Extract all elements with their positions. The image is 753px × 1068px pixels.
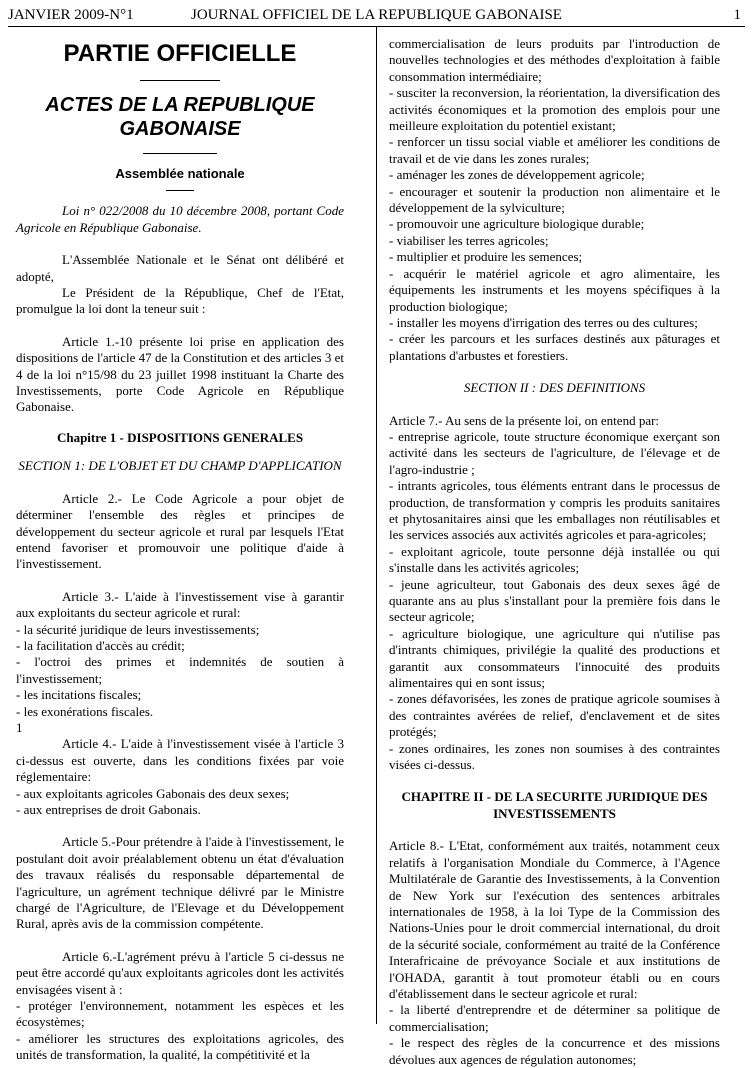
chapter-2-heading: CHAPITRE II - DE LA SECURITE JURIDIQUE DES INVESTISSEMENTS: [401, 789, 708, 821]
definition-item: - zones défavorisées, les zones de pratique agricole soumises à des contraintes avérées de relief, d'enclavement et de sites protégés;: [389, 691, 720, 740]
list-item: - aux entreprises de droit Gabonais.: [16, 802, 201, 817]
list-item: - renforcer un tissu social viable et améliorer les conditions de travail et de vie dans les zones rurales;: [389, 134, 720, 166]
list-item: - multiplier et produire les semences;: [389, 249, 583, 265]
list-item: - les exonérations fiscales.: [16, 703, 154, 719]
definition-item: - agriculture biologique, une agriculture qui n'utilise pas d'intrants chimiques, privilégie la qualité des productions et garantit aux consommateurs l'innocuité des produits alimentaires qui en sont issus;: [389, 625, 720, 691]
list-item: - la sécurité juridique de leurs investissements;: [16, 621, 260, 637]
article-2: Article 2.- Le Code Agricole a pour objet de déterminer l'ensemble des règles et principes de développement du secteur agricole et rural par lesquels l'Etat entend favoriser et promouvoir une politique d'aide à l'investissement.: [16, 490, 344, 572]
article-1: Article 1.-10 présente loi prise en application des dispositions de l'article 47 de la Constitution et des articles 3 et 4 de la loi n°15/98 du 23 juillet 1998 instituant la Charte des Investissements, porte Code Agricole en République Gabonaise.: [16, 333, 344, 415]
right-column: [389, 36, 720, 1068]
list-item: - viabiliser les terres agricoles;: [389, 232, 549, 248]
definition-item: - intrants agricoles, tous éléments entrant dans le processus de production, de transformation y compris les produits sanitaires et phytosanitaires ainsi que les emballages non réutilisables et les services associés aux activités agricoles et para-agricoles;: [389, 478, 720, 543]
list-item: - l'octroi des primes et indemnités de soutien à l'investissement;: [16, 654, 344, 686]
list-item: - les incitations fiscales;: [16, 687, 142, 703]
list-item: - créer les parcours et les surfaces destinés aux pâturages et plantations d'arbustes et forestiers.: [389, 331, 720, 363]
section-1-heading: SECTION 1: DE L'OBJET ET DU CHAMP D'APPLICATION: [18, 458, 342, 474]
issue-label: JANVIER 2009-N°1: [8, 7, 134, 23]
page-number: 1: [733, 7, 741, 23]
list-item: - aménager les zones de développement agricole;: [389, 167, 645, 183]
left-column: [16, 40, 344, 1064]
definition-item: - zones ordinaires, les zones non soumises à des contraintes visées ci-dessus.: [389, 740, 720, 773]
list-item: - acquérir le matériel agricole et agro alimentaire, les équipements les instruments et les moyens spécifiques à la production biologique;: [389, 265, 720, 314]
assembly-heading: Assemblée nationale: [115, 166, 245, 181]
list-item: commercialisation de leurs produits par l'introduction de nouvelles technologies et des méthodes d'exploitation à faible consommation intermédiaire;: [389, 36, 720, 84]
section-2-heading: SECTION II : DES DEFINITIONS: [463, 380, 646, 396]
article-6-intro: Article 6.-L'agrément prévu à l'article 5 ci-dessus ne peut être accordé qu'aux exploitants agricoles dont les activités envisagées visent à :: [16, 948, 344, 997]
article-7-intro: Article 7.- Au sens de la présente loi, on entend par:: [389, 412, 660, 428]
preamble-promulgation: Le Président de la République, Chef de l'Etat, promulgue la loi dont la teneur suit :: [16, 285, 344, 317]
footnote-marker: 1: [16, 719, 23, 735]
list-item: - susciter la reconversion, la réorientation, la diversification des activités économiques et la promotion des emplois pour une meilleure exploitation du potentiel existant;: [389, 85, 720, 134]
column-divider: [376, 27, 377, 1024]
article-8-intro: Article 8.- L'Etat, conformément aux traités, notamment ceux relatifs à l'organisation Mondiale du Commerce, à l'Agence Multilatérale de Garantie des Investissements, à la Convention de New York sur l'exécution des sentences arbitrales internationales de 1958, à la loi Type de la Commission des Nations-Unies pour le droit commercial international, du droit de la sécurité sociale, conformément au traité de la Conférence Interafricaine de prévoyance Sociale et aux institutions de l'OHADA, garantit à tout promoteur établi ou en cours d'établissement dans le secteur agricole et rural:: [389, 838, 720, 1001]
definition-item: - jeune agriculteur, tout Gabonais des deux sexes âgé de quarante ans au plus s'installant pour la première fois dans le secteur agricole;: [389, 576, 720, 625]
list-item: - installer les moyens d'irrigation des terres ou des cultures;: [389, 314, 698, 330]
list-item: - le respect des règles de la concurrence et des missions dévolues aux agences de régulation autonomes;: [389, 1035, 720, 1067]
preamble-deliberation: L'Assemblée Nationale et le Sénat ont délibéré et adopté,: [16, 252, 344, 284]
list-item: - encourager et soutenir la production non alimentaire et le développement de la sylviculture;: [389, 183, 720, 216]
definition-item: - exploitant agricole, toute personne déjà installée ou qui s'installe dans les activités agricoles;: [389, 543, 720, 576]
acts-title: ACTES DE LA REPUBLIQUE GABONAISE: [45, 94, 315, 140]
list-item: - la facilitation d'accès au crédit;: [16, 637, 185, 653]
list-item: - promouvoir une agriculture biologique durable;: [389, 216, 645, 232]
list-item: - améliorer les structures des exploitations agricoles, des unités de transformation, la qualité, la compétitivité et la: [16, 1030, 344, 1063]
list-item: - la liberté d'entreprendre et de déterminer sa politique de commercialisation;: [389, 1002, 720, 1034]
chapter-1-heading: Chapitre 1 - DISPOSITIONS GENERALES: [56, 429, 304, 445]
list-item: - protéger l'environnement, notamment les espèces et les écosystèmes;: [16, 998, 344, 1030]
section-title: PARTIE OFFICIELLE: [63, 40, 297, 67]
list-item: - aux exploitants agricoles Gabonais des deux sexes;: [16, 785, 290, 801]
article-5: Article 5.-Pour prétendre à l'aide à l'investissement, le postulant doit avoir préalablement obtenu un état d'évaluation des travaux réalisés du responsable départemental de l'agriculture, un agrément technique délivré par le Ministre chargé de l'Agriculture, de l'Elevage et du Développement Rural, après avis de la commission compétente.: [16, 834, 344, 932]
page-header: [8, 5, 745, 25]
definition-item: - entreprise agricole, toute structure économique exerçant son activité dans les secteurs de l'agriculture, de l'élevage et de l'agro-industrie ;: [389, 428, 720, 477]
article-4-intro: Article 4.- L'aide à l'investissement visée à l'article 3 ci-dessus est ouverte, dans les conditions fixées par voie réglementaire:: [16, 736, 344, 785]
journal-title: JOURNAL OFFICIEL DE LA REPUBLIQUE GABONAISE: [191, 7, 562, 23]
article-3-intro: Article 3.- L'aide à l'investissement vise à garantir aux exploitants du secteur agricole et rural:: [16, 588, 344, 621]
law-title: Loi n° 022/2008 du 10 décembre 2008, portant Code Agricole en République Gabonaise.: [16, 203, 344, 235]
